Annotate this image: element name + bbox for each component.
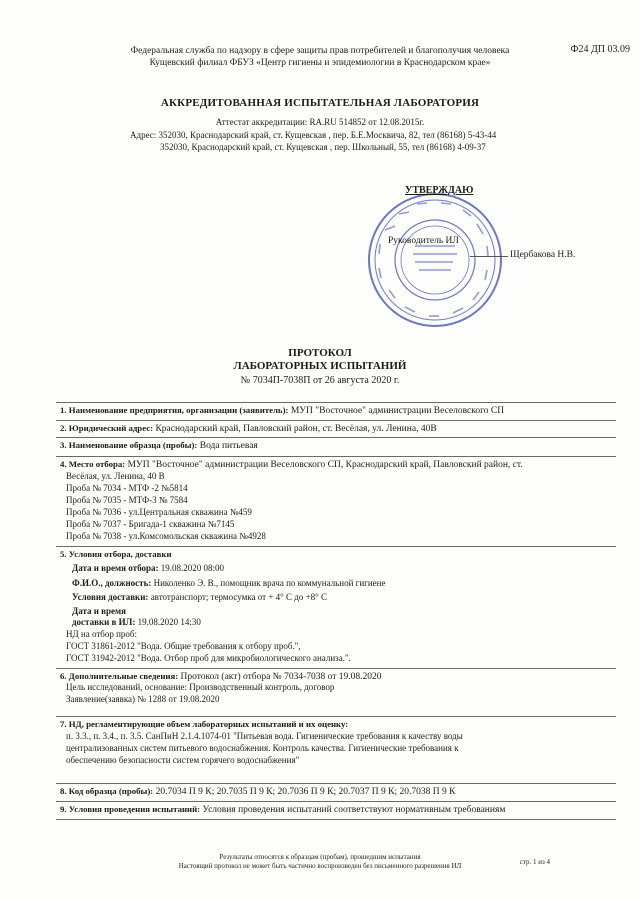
- sampler-fio-value: Николенко Э. В., помощник врача по коммунальной гигиене: [153, 578, 386, 588]
- address-1: Адрес: 352030, Краснодарский край, ст. Кущевская , пер. Б.Е.Москвича, 82, тел (86168) 5-43-44: [130, 130, 497, 140]
- rule: [56, 437, 616, 438]
- rule: [56, 546, 616, 547]
- accreditation: Аттестат аккредитации: RA.RU 514852 от 12.08.2015г.: [215, 117, 425, 127]
- approve-role: Руководитель ИЛ: [388, 236, 459, 246]
- section-4: [60, 458, 612, 471]
- sample-item: Проба № 7037 - Бригада-1 скважина №7145: [66, 519, 235, 529]
- protocol-subtitle: ЛАБОРАТОРНЫХ ИСПЫТАНИЙ: [233, 360, 407, 372]
- rule: [56, 783, 616, 784]
- approve-name: Щербакова Н.В.: [510, 250, 576, 260]
- section-8: [60, 785, 612, 798]
- lab-title: АККРЕДИТОВАННАЯ ИСПЫТАТЕЛЬНАЯ ЛАБОРАТОРИЯ: [160, 97, 480, 109]
- section-7-label: 7. НД, регламентирующие объем лабораторных испытаний и их оценку:: [60, 719, 349, 729]
- section-5: [60, 548, 612, 561]
- seal-stamp-icon: [365, 190, 505, 330]
- header-branch: Кущевский филиал ФБУЗ «Центр гигиены и эпидемиологии в Краснодарском крае»: [149, 58, 491, 68]
- section-9-label: 9. Условия проведения испытаний:: [60, 804, 201, 814]
- section-1-value: МУП "Восточное" администрации Веселовского СП: [290, 406, 505, 416]
- section-6-line-2: Цель исследований, основание: Производственный контроль, договор: [66, 682, 335, 692]
- footer-note-2: Настоящий протокол не может быть частично воспроизведен без письменного разрешения ИЛ: [178, 862, 462, 870]
- address-2: 352030, Краснодарский край, ст. Кущевская , пер. Школьный, 55, тел (86168) 4-09-37: [160, 142, 486, 152]
- section-2: [60, 422, 612, 435]
- sampler-fio-label: Ф.И.О., должность:: [72, 578, 152, 588]
- protocol-title: ПРОТОКОЛ: [288, 347, 352, 359]
- signature-line: [470, 256, 508, 257]
- delivery-date: [72, 617, 201, 629]
- delivery-date-label-1: [72, 606, 126, 618]
- approve-title: УТВЕРЖДАЮ: [405, 185, 474, 196]
- section-3-label: 3. Наименование образца (пробы):: [60, 440, 198, 450]
- section-2-value: Краснодарский край, Павловский район, ст. Весёлая, ул. Ленина, 40В: [155, 424, 437, 434]
- sample-item: Проба № 7035 - МТФ-3 № 7584: [66, 495, 188, 505]
- section-6-value: Протокол (акт) отбора № 7034-7038 от 19.08.2020: [180, 672, 382, 682]
- section-7: [60, 718, 612, 731]
- section-8-label: 8. Код образца (пробы):: [60, 786, 154, 796]
- document-code: Ф24 ДП 03.09: [570, 44, 630, 55]
- section-8-value: 20.7034 П 9 К; 20.7035 П 9 К; 20.7036 П 9 К; 20.7037 П 9 К; 20.7038 П 9 К: [155, 787, 456, 797]
- delivery-label: Условия доставки:: [72, 592, 149, 602]
- section-7-line-2: централизованных систем питьевого водоснабжения. Контроль качества. Гигиенические требования к: [66, 743, 459, 753]
- rule: [56, 420, 616, 421]
- sampler-fio: [72, 578, 385, 590]
- sampling-date: [72, 563, 224, 575]
- header-agency: Федеральная служба по надзору в сфере защиты прав потребителей и благополучия человека: [130, 46, 510, 56]
- section-9-value: Условия проведения испытаний соответствуют нормативным требованиям: [202, 805, 506, 815]
- rule: [56, 819, 616, 820]
- sample-item: Проба № 7038 - ул.Комсомольская скважина №4928: [66, 531, 266, 541]
- section-1-label: 1. Наименование предприятия, организации (заявитель):: [60, 405, 289, 415]
- footer-note-1: Результаты относятся к образцам (пробам), прошедшим испытания: [219, 853, 421, 861]
- sample-item: Проба № 7034 - МТФ -2 №5814: [66, 483, 188, 493]
- nd-item: ГОСТ 31942-2012 "Вода. Отбор проб для микробиологического анализа.".: [66, 653, 351, 663]
- section-6-line-3: Заявление(заявка) № 1288 от 19.08.2020: [66, 694, 220, 704]
- section-2-label: 2. Юридический адрес:: [60, 423, 154, 433]
- section-7-line-3: обеспечению безопасности систем горячего водоснабжения": [66, 755, 300, 765]
- delivery-date-value: 19.08.2020 14:30: [137, 617, 201, 627]
- rule: [56, 801, 616, 802]
- section-4-value-2: Весёлая, ул. Ленина, 40 В: [66, 471, 165, 481]
- section-1: [60, 404, 612, 417]
- protocol-number: № 7034П-7038П от 26 августа 2020 г.: [240, 375, 400, 386]
- sampling-date-value: 19.08.2020 08:00: [160, 563, 224, 573]
- delivery-conditions: [72, 592, 327, 604]
- rule: [56, 716, 616, 717]
- delivery-date-label-text: Дата и время: [72, 606, 127, 616]
- sample-item: Проба № 7036 - ул.Центральная скважина №459: [66, 507, 252, 517]
- section-4-label: 4. Место отбора:: [60, 459, 126, 469]
- nd-label: НД на отбор проб:: [66, 629, 137, 639]
- rule: [56, 456, 616, 457]
- section-6-label: 6. Дополнительные сведения:: [60, 671, 179, 681]
- rule: [56, 402, 616, 403]
- sampling-date-label: Дата и время отбора:: [72, 563, 159, 573]
- section-9: [60, 803, 612, 816]
- section-3-value: Вода питьевая: [199, 441, 258, 451]
- section-5-label: 5. Условия отбора, доставки: [60, 549, 172, 559]
- rule: [56, 668, 616, 669]
- nd-item: ГОСТ 31861-2012 "Вода. Общие требования к отбору проб.",: [66, 641, 301, 651]
- page-number: стр. 1 из 4: [519, 858, 550, 866]
- section-4-value: МУП "Восточное" администрации Веселовского СП, Краснодарский край, Павловский район, ст.: [127, 460, 523, 470]
- delivery-value: автотранспорт; термосумка от + 4° С до +8° С: [150, 592, 328, 602]
- section-7-line-1: п. 3.3., п. 3.4., п. 3.5. СанПиН 2.1.4.1074-01 "Питьевая вода. Гигиенические требования к качеству воды: [66, 731, 463, 741]
- section-3: [60, 439, 612, 452]
- delivery-date-label: доставки в ИЛ:: [72, 617, 136, 627]
